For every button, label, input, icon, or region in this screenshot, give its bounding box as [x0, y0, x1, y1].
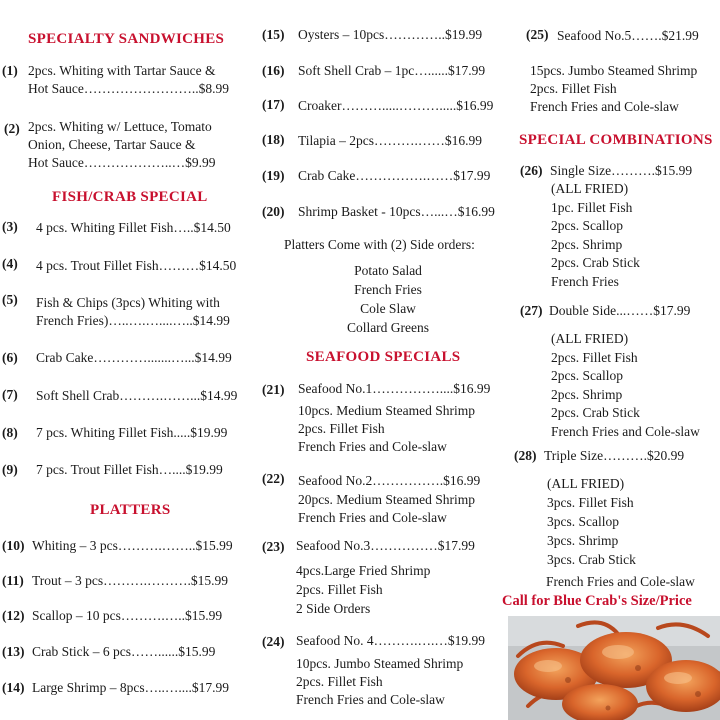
item-component: (ALL FRIED): [551, 181, 629, 196]
side-option: Collard Greens: [346, 320, 430, 335]
item-number: (19): [262, 168, 285, 183]
item-component: French Fries and Cole-slaw: [546, 574, 695, 589]
item-number: (14): [2, 680, 25, 695]
section-heading-special-combinations: SPECIAL COMBINATIONS: [519, 132, 713, 148]
item-number: (23): [262, 539, 285, 554]
item-number: (13): [2, 644, 25, 659]
item-description: 2pcs. Fillet Fish: [298, 421, 385, 436]
item-component: French Fries: [551, 273, 619, 289]
item-title: Single Size……….$15.99: [550, 163, 693, 178]
item-component: 3pcs. Crab Stick: [547, 552, 636, 567]
item-number: (10): [2, 538, 25, 553]
item-description: 10pcs. Jumbo Steamed Shrimp: [296, 656, 464, 671]
item-number: (3): [2, 219, 18, 234]
item-description: Trout – 3 pcs……….……….$15.99: [32, 573, 229, 588]
item-description: 2pcs. Fillet Fish: [296, 582, 383, 597]
item-description: Crab Stick – 6 pcs……......$15.99: [32, 644, 216, 659]
item-description: 2pcs. Fillet Fish: [296, 674, 383, 689]
side-option: Potato Salad: [354, 263, 422, 278]
item-description: 10pcs. Medium Steamed Shrimp: [298, 403, 475, 418]
item-description: French Fries)…..….…....…..$14.99: [36, 313, 230, 328]
item-description: Soft Shell Crab……….……...$14.99: [36, 388, 238, 403]
item-component: 1pc. Fillet Fish: [551, 199, 633, 215]
side-option: French Fries: [354, 282, 422, 297]
item-description: Oysters – 10pcs…………..$19.99: [298, 27, 483, 42]
item-description: Whiting – 3 pcs……….……..$15.99: [32, 538, 233, 553]
section-heading-fish-crab-special: FISH/CRAB SPECIAL: [52, 189, 208, 205]
item-number: (27): [520, 303, 543, 318]
item-description: Soft Shell Crab – 1pc…......$17.99: [298, 63, 486, 78]
item-description: 2pcs. Whiting w/ Lettuce, Tomato: [28, 119, 212, 134]
item-component: 2pcs. Shrimp: [551, 236, 623, 252]
item-component: 2pcs. Crab Stick: [551, 405, 640, 420]
item-number: (12): [2, 608, 25, 623]
section-heading-specialty-sandwiches: SPECIALTY SANDWICHES: [28, 31, 225, 47]
item-description: Large Shrimp – 8pcs…..…....$17.99: [32, 680, 229, 695]
item-number: (7): [2, 387, 18, 402]
item-number: (20): [262, 204, 285, 219]
item-description: 2pcs. Whiting with Tartar Sauce &: [28, 63, 216, 78]
item-number: (28): [514, 448, 537, 463]
item-number: (11): [2, 573, 24, 588]
item-description: 7 pcs. Whiting Fillet Fish.....$19.99: [36, 425, 228, 440]
item-description: Croaker……….....……….....$16.99: [298, 98, 494, 113]
item-component: 2pcs. Scallop: [551, 218, 623, 233]
item-component: 2pcs. Crab Stick: [551, 255, 640, 270]
item-component: 2pcs. Shrimp: [551, 386, 623, 402]
item-component: 3pcs. Shrimp: [547, 533, 619, 548]
item-number: (15): [262, 27, 285, 42]
item-description: Fish & Chips (3pcs) Whiting with: [36, 295, 220, 310]
item-description: Onion, Cheese, Tartar Sauce &: [28, 137, 196, 152]
item-number: (1): [2, 63, 18, 78]
item-description: Tilapia – 2pcs……….……$16.99: [298, 133, 483, 148]
item-title: Triple Size……….$20.99: [544, 448, 685, 463]
item-number: (6): [2, 350, 18, 365]
item-number: (24): [262, 634, 285, 649]
item-title: Seafood No.2…………….$16.99: [298, 473, 481, 488]
item-components: [551, 330, 700, 441]
item-component: French Fries and Cole-slaw: [551, 423, 700, 439]
item-component: (ALL FRIED): [551, 331, 629, 346]
item-component: 2pcs. Scallop: [551, 368, 623, 383]
item-number: (25): [526, 27, 549, 42]
item-number: (5): [2, 292, 18, 307]
platter-sides-intro: Platters Come with (2) Side orders:: [284, 237, 475, 252]
item-number: (2): [4, 121, 20, 136]
side-option: Cole Slaw: [360, 301, 416, 316]
item-number: (16): [262, 63, 285, 78]
crab-illustration: [508, 616, 720, 720]
item-description: 2pcs. Fillet Fish: [530, 81, 617, 96]
item-number: (21): [262, 382, 285, 397]
item-description: 7 pcs. Trout Fillet Fish…....$19.99: [36, 462, 223, 477]
item-description: Crab Cake………….......…...$14.99: [36, 350, 232, 365]
item-title: Seafood No. 4……….….…$19.99: [296, 633, 485, 648]
item-description: Hot Sauce……………………..$8.99: [28, 81, 229, 96]
item-description: Hot Sauce………………..…$9.99: [28, 155, 216, 170]
item-description: 4 pcs. Whiting Fillet Fish…..$14.50: [36, 220, 231, 235]
item-number: (18): [262, 132, 285, 147]
steamed-crabs-photo: [508, 616, 720, 720]
item-component: 3pcs. Scallop: [547, 514, 619, 529]
item-component: 3pcs. Fillet Fish: [547, 495, 634, 510]
section-heading-seafood-specials: SEAFOOD SPECIALS: [306, 349, 461, 365]
item-number: (4): [2, 256, 18, 271]
item-title: Double Side...……$17.99: [549, 303, 691, 318]
item-number: (8): [2, 425, 18, 440]
item-description: 4 pcs. Trout Fillet Fish………$14.50: [36, 258, 237, 273]
item-title: Seafood No.3……………$17.99: [296, 538, 475, 553]
item-number: (9): [2, 462, 18, 477]
blue-crab-note: Call for Blue Crab's Size/Price: [502, 593, 692, 609]
item-components: [551, 180, 640, 291]
item-description: French Fries and Cole-slaw: [298, 510, 447, 525]
item-description: French Fries and Cole-slaw: [530, 99, 679, 114]
item-description: French Fries and Cole-slaw: [296, 692, 445, 707]
item-description: 15pcs. Jumbo Steamed Shrimp: [530, 63, 698, 78]
item-description: Shrimp Basket - 10pcs…...…$16.99: [298, 204, 495, 219]
item-number: (17): [262, 97, 285, 112]
item-description: 2 Side Orders: [296, 601, 371, 616]
item-description: Crab Cake…………….……$17.99: [298, 168, 491, 183]
section-heading-platters: PLATTERS: [90, 502, 171, 518]
item-number: (22): [262, 471, 285, 486]
item-description: 20pcs. Medium Steamed Shrimp: [298, 492, 475, 507]
item-description: 4pcs.Large Fried Shrimp: [296, 563, 431, 578]
item-title: Seafood No.1……………....$16.99: [298, 381, 491, 396]
item-title: Seafood No.5…….$21.99: [557, 28, 699, 43]
item-component: 2pcs. Fillet Fish: [551, 349, 638, 365]
item-description: French Fries and Cole-slaw: [298, 439, 447, 454]
item-description: Scallop – 10 pcs……….…..$15.99: [32, 608, 223, 623]
item-number: (26): [520, 163, 543, 178]
item-component: (ALL FRIED): [547, 476, 625, 491]
